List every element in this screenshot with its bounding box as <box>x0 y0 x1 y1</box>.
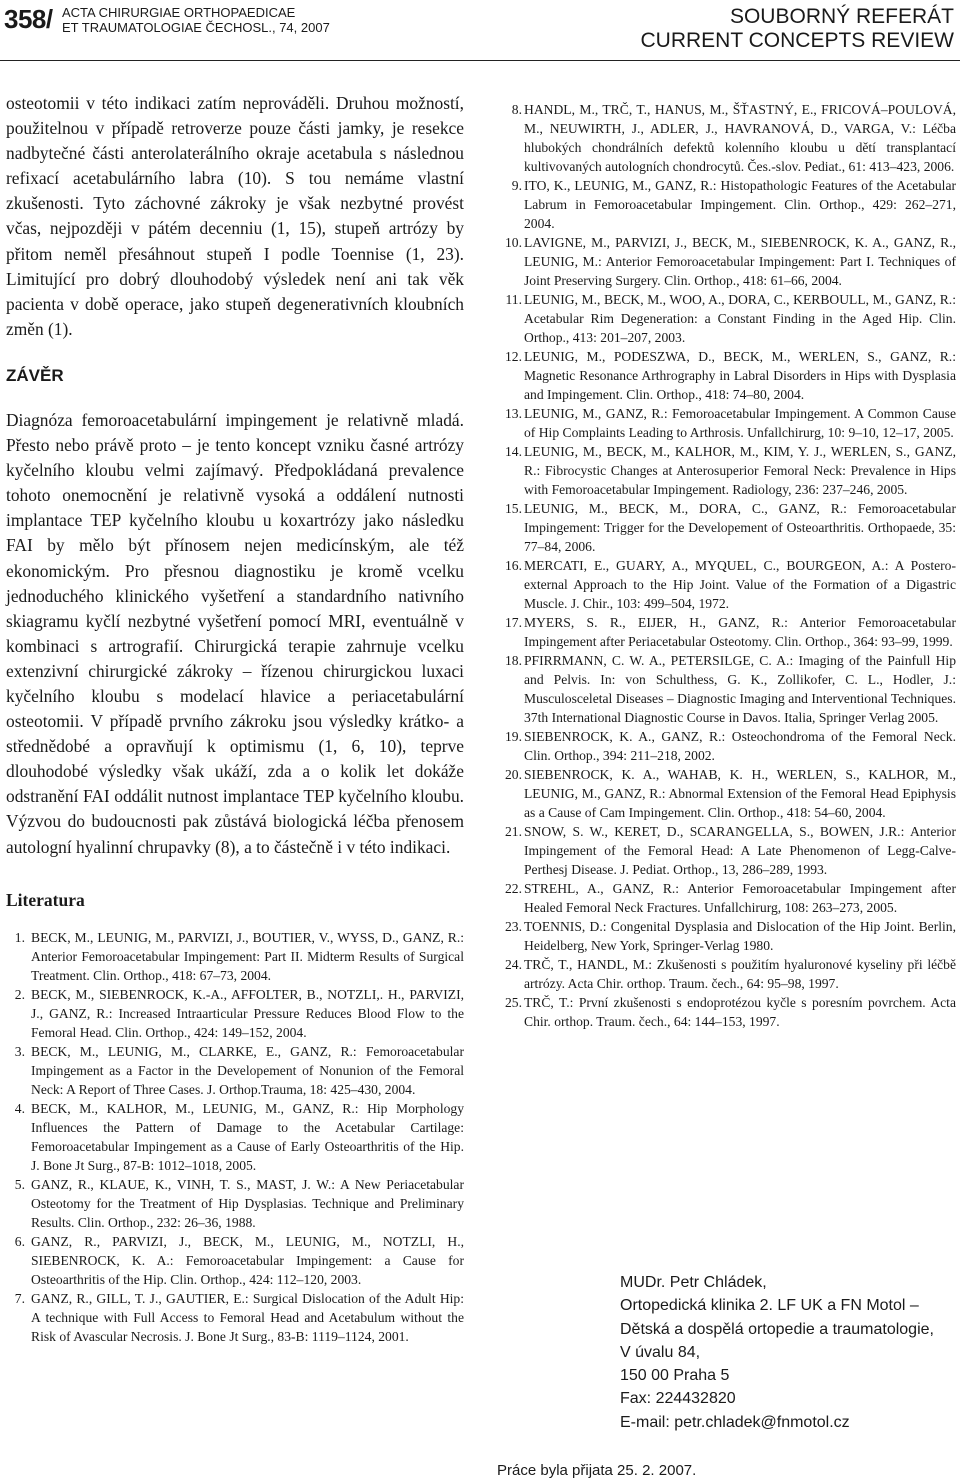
reference-item <box>6 1042 464 1099</box>
reference-item <box>498 727 956 765</box>
reference-number: 5. <box>14 1176 25 1192</box>
reference-number: 15. <box>505 501 522 516</box>
journal-title <box>62 5 330 35</box>
author-fax: Fax: 224432820 <box>620 1390 736 1408</box>
reference-item <box>498 556 956 613</box>
reference-item <box>498 765 956 822</box>
reference-text: BECK, M., SIEBENROCK, K.-A., AFFOLTER, B., NOTZLI,. H., PARVIZI, J., GANZ, R.: Increased Intraarticular Pressure Reduces Blood Flow to the Femoral Head. Clin. Orthop., 424: 149–152, 2004. <box>31 986 464 1040</box>
reference-number: 4. <box>14 1100 25 1116</box>
reference-item <box>6 1289 464 1346</box>
reference-text: GANZ, R., PARVIZI, J., BECK, M., LEUNIG, M., NOTZLI, H., SIEBENROCK, K. A.: Femoroacetabular Impingement: a Cause for Osteoarthritis of the Hip. Clin. Orthop., 424: 112–120, 2003. <box>31 1233 464 1287</box>
reference-item <box>498 651 956 727</box>
reference-item <box>498 613 956 651</box>
reference-text: GANZ, R., KLAUE, K., VINH, T. S., MAST, J. W.: A New Periacetabular Osteotomy for the Treatment of Hip Dysplasias. Technique and Preliminary Results. Clin. Orthop., 232: 26–36, 1988. <box>31 1176 464 1230</box>
reference-text: LEUNIG, M., BECK, M., WOO, A., DORA, C., KERBOULL, M., GANZ, R.: Acetabular Rim Degeneration: a Constant Finding in the Aged Hip. Clin. Orthop., 413: 201–207, 2003. <box>524 292 956 345</box>
reference-item <box>6 985 464 1042</box>
reference-text: MYERS, S. R., EIJER, H., GANZ, R.: Anterior Femoroacetabular Impingement after Periacetabular Osteotomy. Clin. Orthop., 364: 93–99, 1999. <box>524 615 956 649</box>
reference-text: BECK, M., LEUNIG, M., PARVIZI, J., BOUTIER, V., WYSS, D., GANZ, R.: Anterior Femoroacetabular Impingement: Part II. Midterm Results of Surgical Treatment. Clin. Orthop., 418: 67–73, 2004. <box>31 929 464 983</box>
reference-number: 18. <box>505 653 522 668</box>
author-name: MUDr. Petr Chládek, <box>620 1274 767 1291</box>
reference-text: STREHL, A., GANZ, R.: Anterior Femoroacetabular Impingement after Healed Femoral Neck Fractures. Unfallchirurg, 108: 263–273, 2005. <box>524 881 956 915</box>
reference-text: BECK, M., LEUNIG, M., CLARKE, E., GANZ, R.: Femoroacetabular Impingement as a Factor in the Developement of Nonunion of the Femoral Neck: A Report of Three Cases. J. Orthop.Trauma, 18: 425–430, 2004. <box>31 1043 464 1097</box>
reference-item <box>6 1175 464 1232</box>
reference-text: GANZ, R., GILL, T. J., GAUTIER, E.: Surgical Dislocation of the Adult Hip: A technique with Full Access to Femoral Head and Acetabulum without the Risk of Avascular Necrosis. J. Bone Jt Surg., 83-B: 1119–1124, 2001. <box>31 1290 464 1344</box>
reference-number: 10. <box>505 235 522 250</box>
reference-item <box>498 499 956 556</box>
reference-number: 8. <box>511 102 522 117</box>
reference-number: 25. <box>505 995 522 1010</box>
left-column <box>6 91 464 1346</box>
reference-number: 17. <box>505 615 522 630</box>
reference-text: BECK, M., KALHOR, M., LEUNIG, M., GANZ, R.: Hip Morphology Influences the Pattern of Damage to the Acetabular Cartilage: Femoroacetabular Impingement as a Cause of Early Osteoarthritis of the Hip. J. Bone Jt Surg., 87-B: 1012–1018, 2005. <box>31 1100 464 1173</box>
reference-item <box>498 917 956 955</box>
reference-text: LAVIGNE, M., PARVIZI, J., BECK, M., SIEBENROCK, K. A., GANZ, R., LEUNIG, M.: Anterior Femoroacetabular Impingement: Part I. Techniques of Joint Preserving Surgery. Clin. Orthop., 418: 61–66, 2004. <box>524 235 956 288</box>
reference-text: LEUNIG, M., PODESZWA, D., BECK, M., WERLEN, S., GANZ, R.: Magnetic Resonance Arthrography in Labral Disorders in Hips with Dysplasia and Impingement. Clin. Orthop., 418: 74–80, 2004. <box>524 349 956 402</box>
reference-number: 11. <box>505 292 522 307</box>
reference-text: ITO, K., LEUNIG, M., GANZ, R.: Histopathologic Features of the Acetabular Labrum in Femoroacetabular Impingement. Clin. Orthop., 429: 262–271, 2004. <box>524 178 956 231</box>
reference-text: SIEBENROCK, K. A., GANZ, R.: Osteochondroma of the Femoral Neck. Clin. Orthop., 394: 211–218, 2002. <box>524 729 956 763</box>
reference-item <box>498 233 956 290</box>
reference-item <box>498 822 956 879</box>
reference-item <box>498 290 956 347</box>
received-date: Práce byla přijata 25. 2. 2007. <box>497 1462 697 1479</box>
author-email: E-mail: petr.chladek@fnmotol.cz <box>620 1413 850 1431</box>
reference-number: 9. <box>511 178 522 193</box>
author-division: Dětská a dospělá ortopedie a traumatologie, <box>620 1320 934 1338</box>
reference-item <box>498 176 956 233</box>
section-title <box>641 5 954 53</box>
reference-text: MERCATI, E., GUARY, A., MYQUEL, C., BOURGEON, A.: A Postero-external Approach to the Hip Joint. Value of the Formation of a Digastric Muscle. J. Chir., 103: 499–504, 1972. <box>524 558 956 611</box>
reference-number: 7. <box>14 1290 25 1306</box>
reference-text: PFIRRMANN, C. W. A., PETERSILGE, C. A.: Imaging of the Painfull Hip and Pelvis. In: von Schulthess, G. K., Zollikofer, C. L., Hodler, J.: Musculosceletal Diseases – Diagnostic Imaging and Interventional Techniques. 37th International Diagnostic Course in Davos. Italia, Springer Verlag 2005. <box>524 653 956 725</box>
reference-list-right <box>498 100 956 1031</box>
reference-text: LEUNIG, M., BECK, M., KALHOR, M., KIM, Y. J., WERLEN, S., GANZ, R.: Fibrocystic Changes at Anterosuperior Femoral Neck: Prevalence in Hips with Femoroacetabular Impingement. Radiology, 236: 237–246, 2005. <box>524 444 956 497</box>
conclusion-paragraph: Diagnóza femoroacetabulární impingement je relativně mladá. Přesto nebo právě proto – je tento koncept vzniku časné artrózy kyčelního kloubu velmi zajímavý. Předpokládaná prevalence tohoto onemocnění je relativně vysoká a oddálení nutnosti implantace TEP kyčelního kloubu u koxartrózy jako následku FAI by mělo být přínosem nejen medicínským, ale též ekonomickým. Pro přesnou diagnostiku je kromě vcelku jednoduchého klinického vyšetření a standardního nativního skiagramu kyčlí nezbytné vyšetření pomocí MRI, eventuálně v kombinaci s artrografií. Chirurgická terapie zahrnuje vcelku extenzivní chirurgické zákroky – řízenou chirurgickou luxaci kyčelního kloubu s modelací hlavice a periacetabulární osteotomii. V případě prvního zákroku jsou výsledky krátko- a střednědobé a opravňují k optimismu (1, 6, 10), teprve dlouhodobé výsledky však ukáží, zda a o kolik let dokáže odstranění FAI oddálit nutnost implantace TEP kyčelního kloubu. Výzvou do budoucnosti pak zůstává biologická léčba přenosem autologní hyalinní chrupavky (8), a to částečně i v této indikaci. <box>6 409 464 857</box>
reference-item <box>498 347 956 404</box>
reference-number: 2. <box>14 986 25 1002</box>
reference-number: 24. <box>505 957 522 972</box>
right-column <box>498 100 956 1031</box>
reference-text: SIEBENROCK, K. A., WAHAB, K. H., WERLEN, S., KALHOR, M., LEUNIG, M., GANZ, R.: Abnormal Extension of the Femoral Head Epiphysis as a Cause of Cam Impingement. Clin. Orthop., 418: 54–60, 2004. <box>524 767 956 820</box>
reference-number: 14. <box>505 444 522 459</box>
reference-number: 20. <box>505 767 522 782</box>
reference-number: 23. <box>505 919 522 934</box>
page-header <box>0 0 960 62</box>
section-title-line1: SOUBORNÝ REFERÁT <box>729 5 954 28</box>
journal-title-line1: ACTA CHIRURGIAE ORTHOPAEDICAE <box>62 5 296 20</box>
reference-number: 3. <box>14 1043 25 1059</box>
reference-number: 22. <box>505 881 522 896</box>
reference-number: 12. <box>505 349 522 364</box>
reference-text: HANDL, M., TRČ, T., HANUS, M., ŠŤASTNÝ, E., FRICOVÁ–POULOVÁ, M., NEUWIRTH, J., ADLER, J., HAVRANOVÁ, D., VARGA, V.: Léčba hlubokých chondrálních defektů kolenního kloubu u dětí transplantací kultivovaných autologních chondrocytů. Čes.-slov. Pediat., 61: 413–423, 2006. <box>524 102 956 174</box>
reference-item <box>498 879 956 917</box>
reference-item <box>6 1232 464 1289</box>
reference-text: LEUNIG, M., GANZ, R.: Femoroacetabular Impingement. A Common Cause of Hip Complaints Leading to Arthrosis. Unfallchirurg, 10: 9–10, 12–17, 2005. <box>524 406 956 440</box>
reference-item <box>498 442 956 499</box>
reference-text: LEUNIG, M., BECK, M., DORA, C., GANZ, R.: Femoroacetabular Impingement: Trigger for the Developement of Osteoarthritis. Orthopaede, 35: 77–84, 2006. <box>524 501 956 554</box>
reference-item <box>498 993 956 1031</box>
reference-text: TRČ, T.: První zkušenosti s endoprotézou kyčle s poresním povrchem. Acta Chir. orthop. Traum. čech., 64: 144–153, 1997. <box>524 995 956 1029</box>
author-street: V úvalu 84, <box>620 1343 701 1361</box>
reference-number: 6. <box>14 1233 25 1249</box>
reference-item <box>498 955 956 993</box>
body-paragraph-1: osteotomii v této indikaci zatím neprováděli. Druhou možností, použitelnou v případě retroverze pouze části jamky, je resekce nadbytečné části anterolaterálního okraje acetabula s následnou refixací acetabulárního labra (10). S tou nemáme vlastní zkušenosti. Tyto záchovné zákroky je však nezbytné provést včas, nejpozději v pátém decenniu (1, 15), stupeň artrózy by přitom neměl přesáhnout stupeň I podle Toennise (1, 23). Limitující pro dobrý dlouhodobý výsledek není ani tak věk pacienta v době operace, jako stupeň degenerativních kloubních změn (1). <box>6 93 464 339</box>
header-rule <box>0 60 960 61</box>
reference-text: SNOW, S. W., KERET, D., SCARANGELLA, S., BOWEN, J.R.: Anterior Impingement of the Femoral Head: A Late Phenomenon of Legg-Calve-Perthesj Disease. J. Pediat. Orthop., 13, 286–289, 1993. <box>524 824 956 877</box>
conclusion-heading: ZÁVĚR <box>6 365 64 385</box>
reference-number: 13. <box>505 406 522 421</box>
journal-title-line2: ET TRAUMATOLOGIAE ČECHOSL., 74, 2007 <box>62 20 330 35</box>
reference-number: 16. <box>505 558 522 573</box>
reference-text: TRČ, T., HANDL, M.: Zkušenosti s použitím hyaluronové kyseliny při léčbě artrózy. Acta Chir. orthop. Traum. čech., 64: 95–98, 1997. <box>524 957 956 991</box>
page-number: 358/ <box>4 4 53 34</box>
literature-heading: Literatura <box>6 889 85 910</box>
reference-list-left <box>6 928 464 1346</box>
reference-item <box>498 404 956 442</box>
reference-number: 19. <box>505 729 522 744</box>
author-department: Ortopedická klinika 2. LF UK a FN Motol – <box>620 1297 919 1315</box>
reference-number: 21. <box>505 824 522 839</box>
reference-item <box>6 928 464 985</box>
author-address <box>620 1271 960 1434</box>
author-city: 150 00 Praha 5 <box>620 1367 730 1385</box>
reference-item <box>6 1099 464 1175</box>
reference-item <box>498 100 956 176</box>
reference-text: TOENNIS, D.: Congenital Dysplasia and Dislocation of the Hip Joint. Berlin, Heidelberg, New York, Springer-Verlag 1980. <box>524 919 956 953</box>
section-title-line2: CURRENT CONCEPTS REVIEW <box>640 29 954 52</box>
reference-number: 1. <box>14 929 25 945</box>
